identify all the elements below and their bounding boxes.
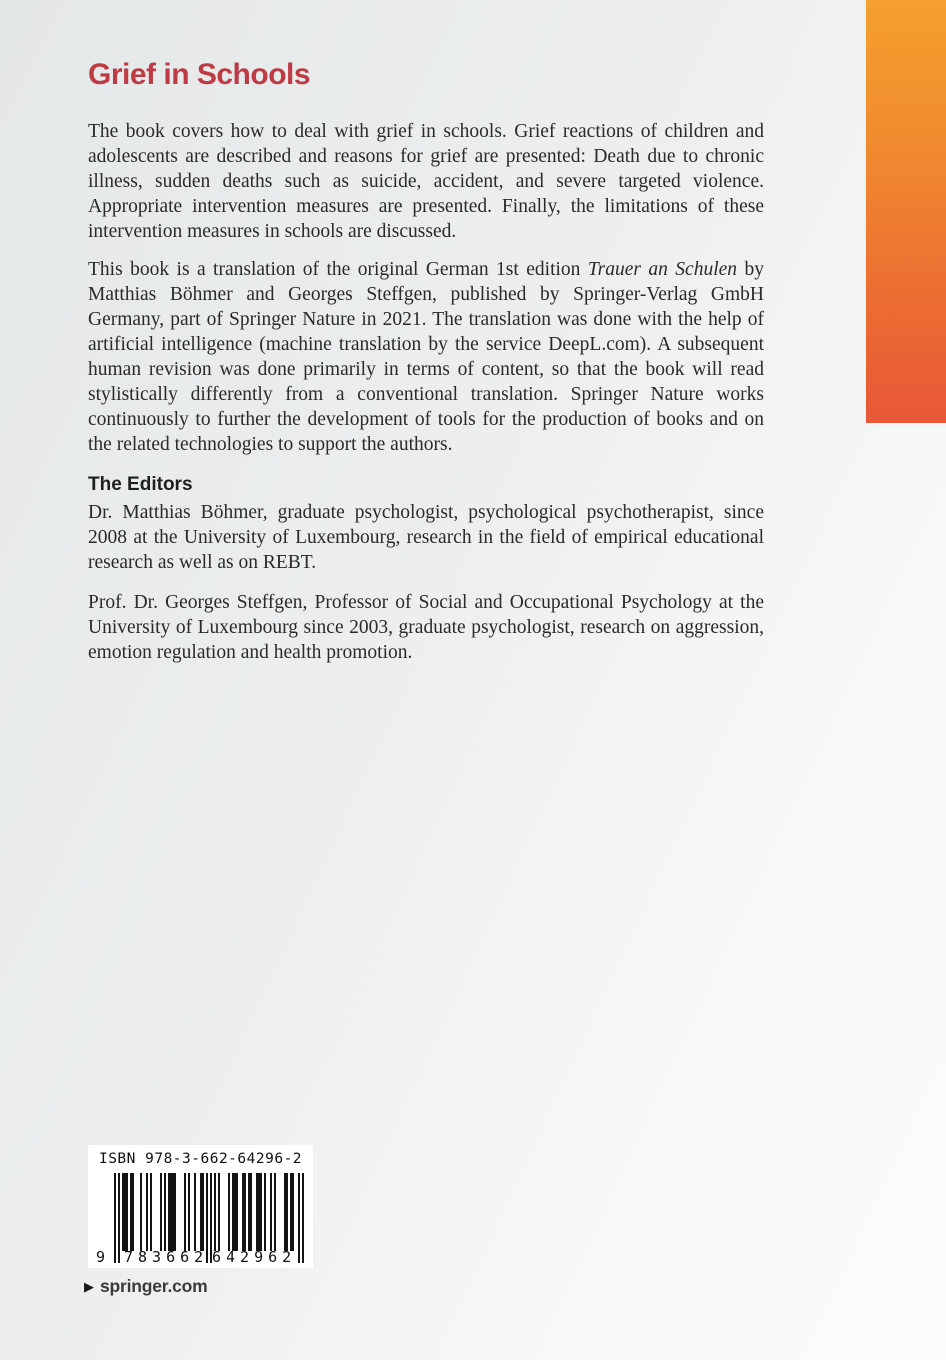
editor-bio-boehmer: Dr. Matthias Böhmer, graduate psychologist, psychological psychotherapist, since 2008 at the University of Luxembourg, research in the field of empirical educational research as well as on REBT.: [88, 502, 764, 573]
editor-bio-steffgen: Prof. Dr. Georges Steffgen, Professor of Social and Occupational Psychology at the University of Luxembourg since 2003, graduate psychologist, research on aggression, emotion regulation and health promotion.: [88, 592, 764, 663]
publisher-footer: [84, 1276, 208, 1297]
barcode-digit-group2: 642962: [212, 1248, 297, 1266]
isbn-number-label: ISBN 978-3-662-64296-2: [98, 1151, 303, 1167]
translation-note-paragraph: [88, 257, 764, 457]
arrow-icon: ▶: [84, 1279, 94, 1294]
accent-stripe: [866, 0, 946, 423]
synopsis-paragraph: The book covers how to deal with grief in schools. Grief reactions of children and adolescents are described and reasons for grief are presented: Death due to chronic illness, sudden deaths such as suicide, accident, and severe targeted violence. Appropriate intervention measures are presented. Finally, the limitations of these intervention measures in schools are discussed.: [88, 121, 764, 242]
editors-heading: The Editors: [88, 474, 193, 495]
publisher-url: springer.com: [100, 1276, 208, 1296]
barcode-digit-group1: 783662: [124, 1248, 209, 1266]
translation-note-rest: by Matthias Böhmer and Georges Steffgen, published by Springer-Verlag GmbH Germany, part of Springer Nature in 2021. The translation was done with the help of artificial intelligence (machine translation by the service DeepL.com). A subsequent human revision was done primarily in terms of content, so that the book will read stylistically differently from a conventional translation. Springer Nature works continuously to further the development of tools for the production of books and on the related technologies to support the authors.: [88, 259, 764, 455]
original-title-italic: Trauer an Schulen: [587, 259, 738, 280]
translation-note-lead: This book is a translation of the original German 1st edition: [88, 259, 588, 280]
cover-text-column: [88, 0, 764, 680]
barcode-digit-first: 9: [96, 1248, 106, 1266]
isbn-barcode-panel: [88, 1145, 313, 1268]
barcode-human-digits: [88, 1248, 313, 1266]
book-title: Grief in Schools: [88, 58, 311, 91]
